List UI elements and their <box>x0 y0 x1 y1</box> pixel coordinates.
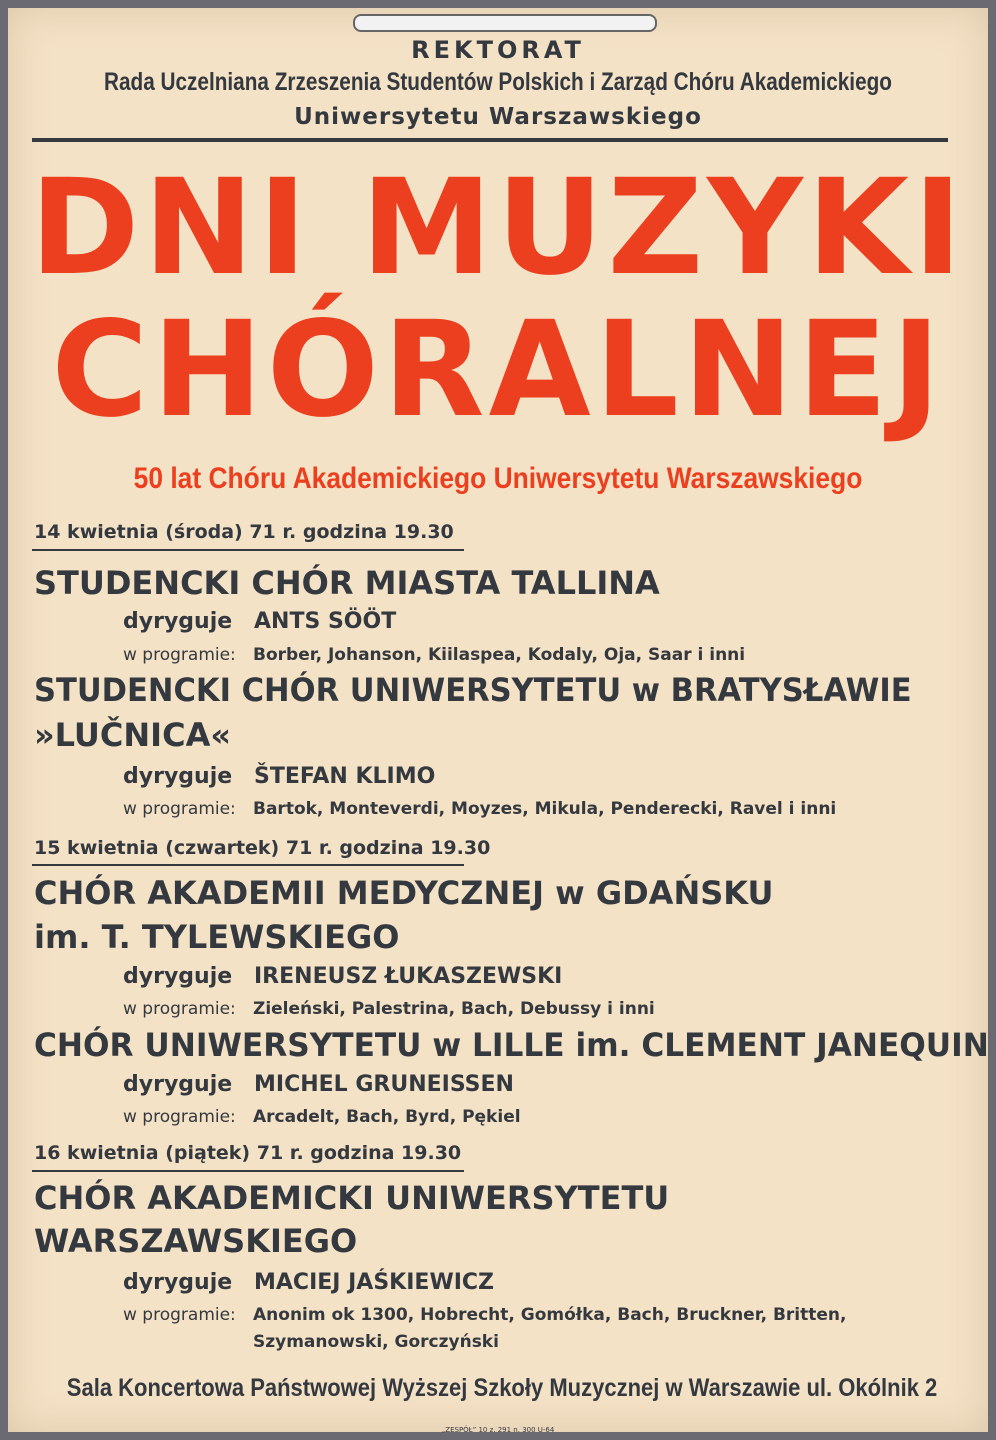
program-list: Borber, Johanson, Kiilaspea, Kodaly, Oja, Saar i inni <box>253 645 746 665</box>
poster <box>8 8 988 1432</box>
conductor-label: dyryguje <box>123 609 233 634</box>
header-university: Uniwersytetu Warszawskiego <box>294 104 702 130</box>
program-label: w programie: <box>123 1107 236 1127</box>
program-list: Bartok, Monteverdi, Moyzes, Mikula, Penderecki, Ravel i inni <box>253 799 837 819</box>
header-organizers: Rada Uczelniana Zrzeszenia Studentów Polskich i Zarząd Chóru Akademickiego <box>104 68 892 96</box>
conductor-name: MICHEL GRUNEISSEN <box>254 1072 514 1097</box>
conductor-label: dyryguje <box>123 1270 233 1295</box>
date-underline <box>32 864 464 866</box>
choir-name: STUDENCKI CHÓR MIASTA TALLINA <box>34 564 660 602</box>
conductor-name: ANTS SÖÖT <box>254 609 397 634</box>
program-list-line-2: Szymanowski, Gorczyński <box>253 1332 499 1352</box>
conductor-label: dyryguje <box>123 764 233 789</box>
venue: Sala Koncertowa Państwowej Wyższej Szkoły Muzycznej w Warszawie ul. Okólnik 2 <box>66 1374 938 1402</box>
choir-name: CHÓR UNIWERSYTETU w LILLE im. CLEMENT JANEQUIN <box>34 1026 989 1064</box>
header-divider <box>32 138 948 142</box>
date-day-1: 14 kwietnia (środa) 71 r. godzina 19.30 <box>34 521 454 543</box>
program-label: w programie: <box>123 799 236 819</box>
choir-name-line-2: WARSZAWSKIEGO <box>34 1222 358 1260</box>
conductor-label: dyryguje <box>123 964 233 989</box>
date-underline <box>32 549 464 551</box>
hanging-string <box>353 14 657 32</box>
choir-name-line-2: im. T. TYLEWSKIEGO <box>34 918 400 956</box>
program-list: Zieleński, Palestrina, Bach, Debussy i inni <box>253 999 655 1019</box>
program-label: w programie: <box>123 645 236 665</box>
choir-name: STUDENCKI CHÓR UNIWERSYTETU w BRATYSŁAWIE <box>34 671 912 709</box>
choir-name-line-2: »LUČNICA« <box>34 716 231 754</box>
program-label: w programie: <box>123 1305 236 1325</box>
program-list: Anonim ok 1300, Hobrecht, Gomółka, Bach, Bruckner, Britten, <box>253 1305 847 1325</box>
title-line-2: CHÓRALNEJ <box>51 293 945 447</box>
choir-name: CHÓR AKADEMII MEDYCZNEJ w GDAŃSKU <box>34 874 774 912</box>
conductor-name: MACIEJ JAŚKIEWICZ <box>254 1270 494 1295</box>
conductor-label: dyryguje <box>123 1072 233 1097</box>
program-list: Arcadelt, Bach, Byrd, Pękiel <box>253 1107 521 1127</box>
conductor-name: IRENEUSZ ŁUKASZEWSKI <box>254 964 563 989</box>
date-underline <box>32 1170 464 1172</box>
title-line-1: DNI MUZYKI <box>29 151 967 305</box>
subtitle: 50 lat Chóru Akademickiego Uniwersytetu Warszawskiego <box>133 462 863 495</box>
header-rektorat: REKTORAT <box>411 36 585 64</box>
program-label: w programie: <box>123 999 236 1019</box>
choir-name: CHÓR AKADEMICKI UNIWERSYTETU <box>34 1179 670 1217</box>
date-day-2: 15 kwietnia (czwartek) 71 r. godzina 19.30 <box>34 837 491 859</box>
conductor-name: ŠTEFAN KLIMO <box>254 764 436 789</box>
date-day-3: 16 kwietnia (piątek) 71 r. godzina 19.30 <box>34 1142 462 1164</box>
printer-imprint: „ZESPÓŁ” 10 z. 291 n. 300 U-64 <box>441 1426 555 1434</box>
